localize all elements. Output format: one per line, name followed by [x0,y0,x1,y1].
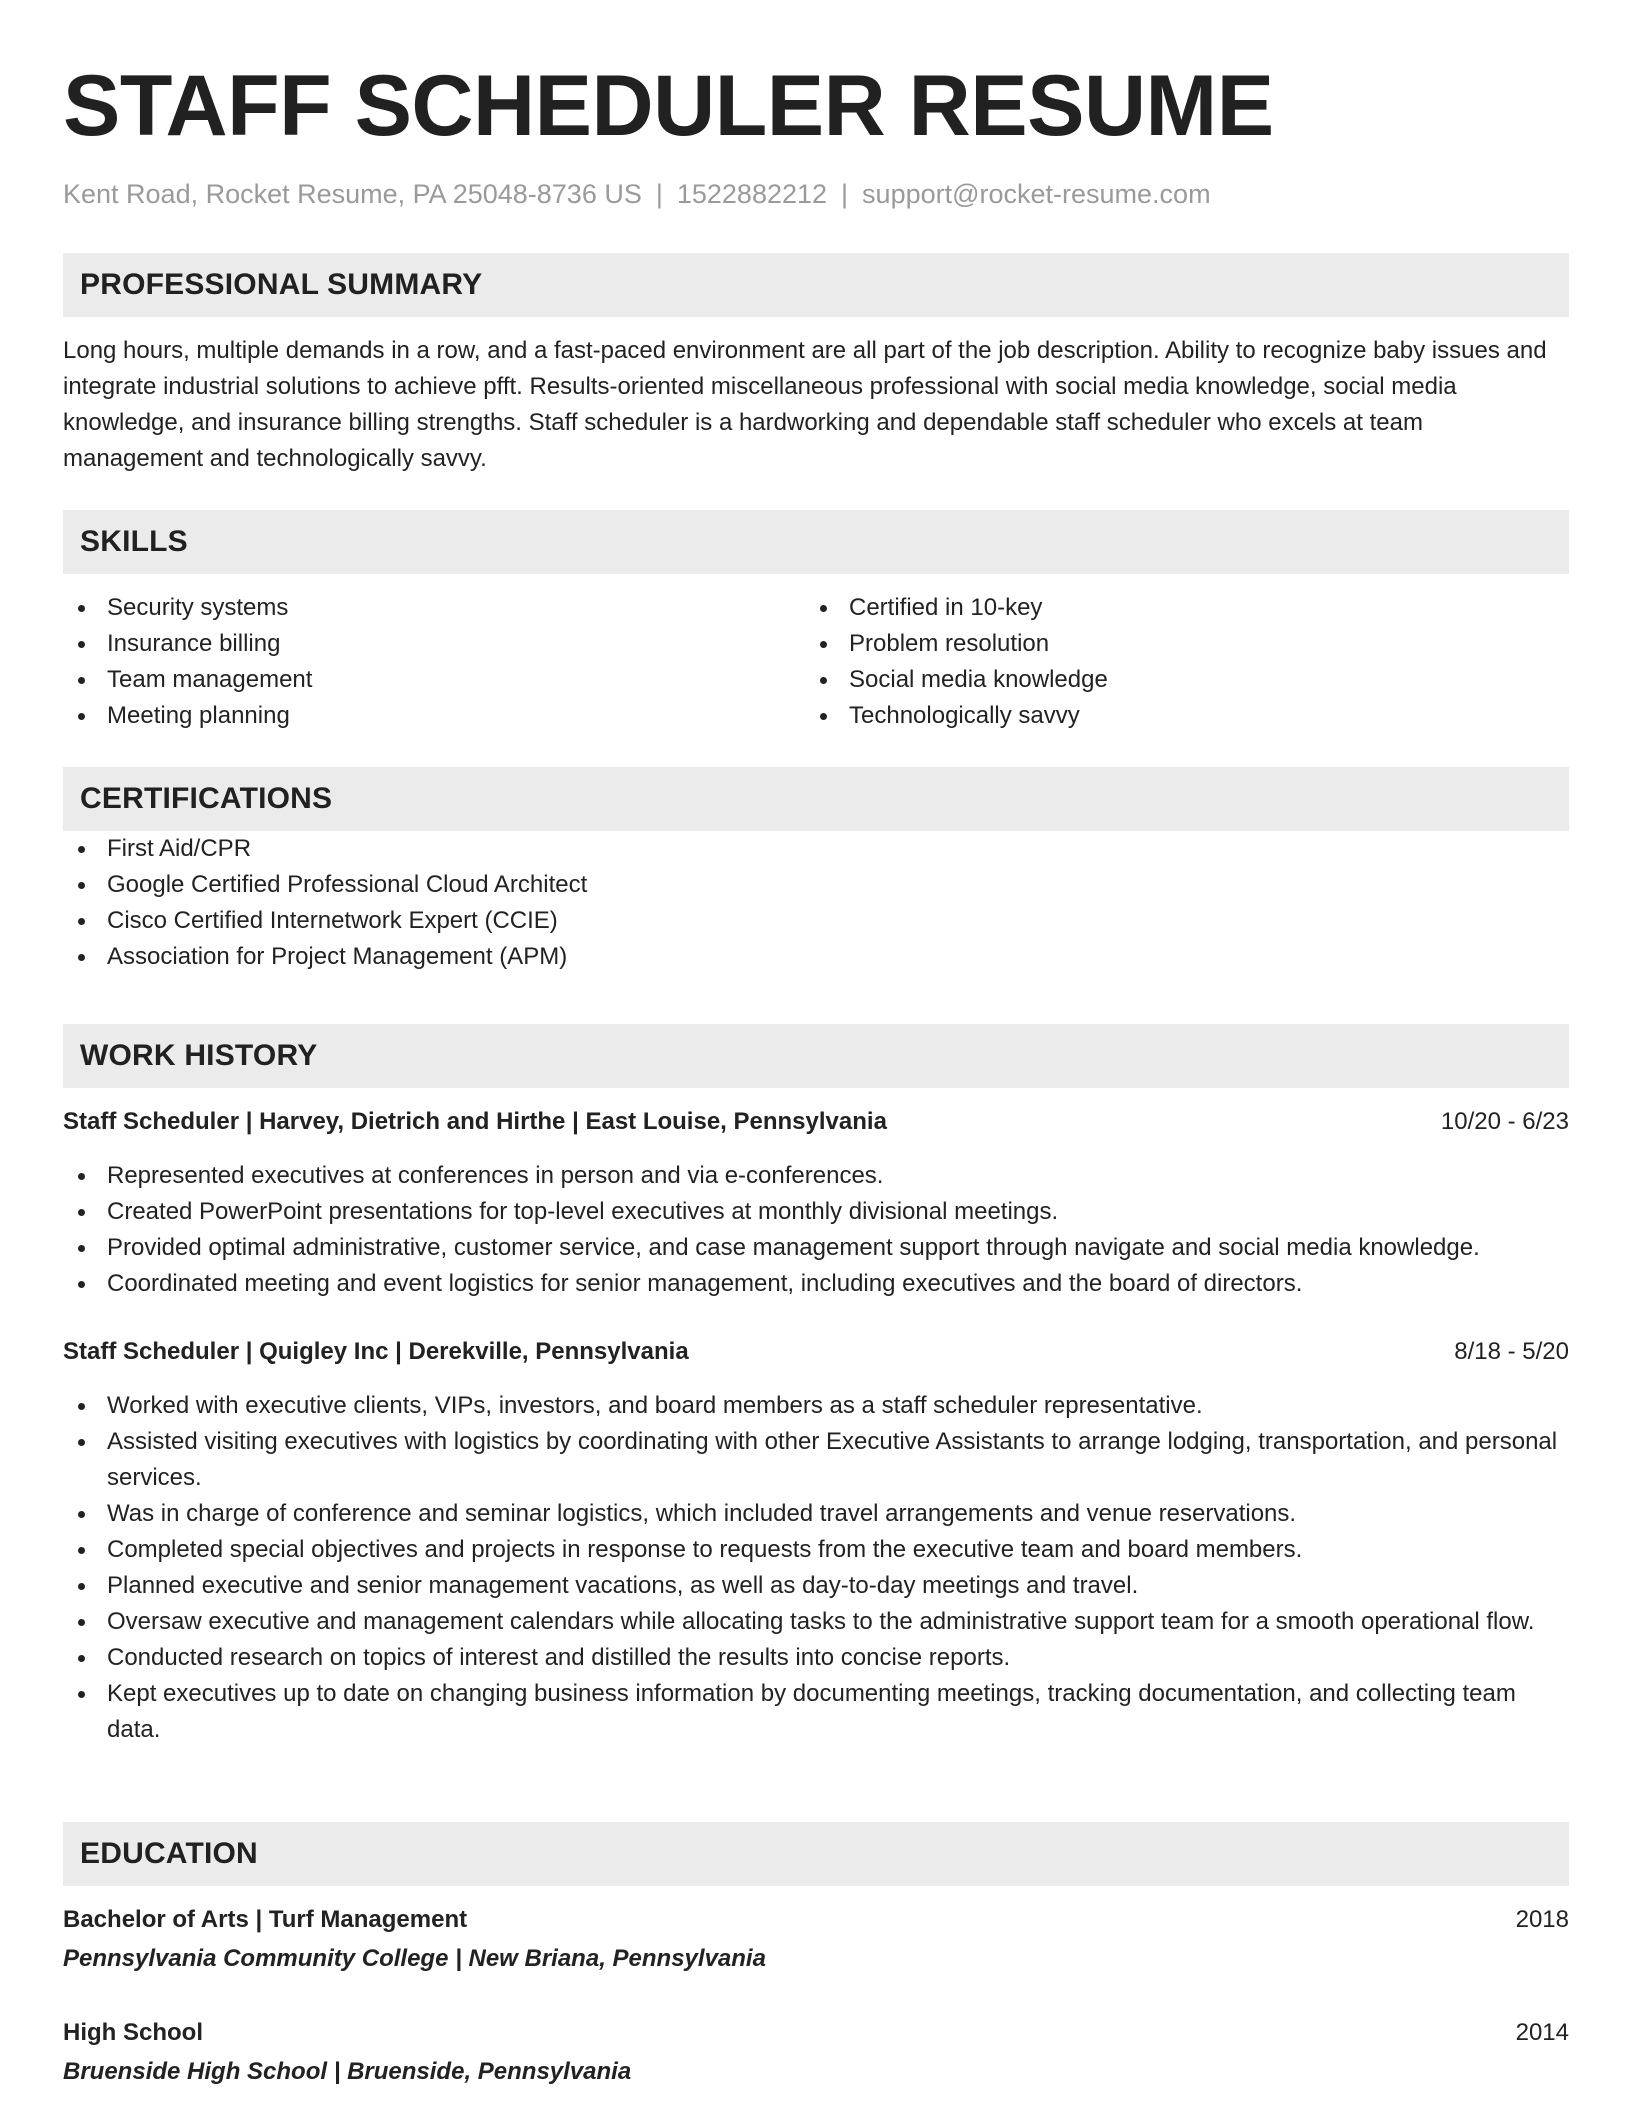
certification-item: Cisco Certified Internetwork Expert (CCIE) [63,903,1569,939]
education-year: 2018 [1515,1906,1569,1933]
section-heading-skills: SKILLS [63,510,1569,574]
skills-column-left [63,590,805,734]
contact-line [63,176,1569,212]
skill-item: Social media knowledge [805,662,1547,698]
job-bullet: Coordinated meeting and event logistics for senior management, including executives and the board of directors. [63,1266,1569,1302]
job-header [63,1334,1569,1370]
education-degree: Bachelor of Arts | Turf Management [63,1906,468,1933]
skills-section [63,510,1569,734]
job-bullet: Conducted research on topics of interest and distilled the results into concise reports. [63,1640,1569,1676]
job-dates: 10/20 - 6/23 [1440,1108,1569,1135]
summary-text: Long hours, multiple demands in a row, and a fast-paced environment are all part of the job description. Ability to recognize baby issues and integrate industrial solutions to achieve pfft. Results-oriented miscellaneous professional with social media knowledge, social media knowledge, and insurance billing strengths. Staff scheduler is a hardworking and dependable staff scheduler who excels at team management and technologically savvy. [63,337,1547,472]
job-bullet: Represented executives at conferences in person and via e-conferences. [63,1158,1569,1194]
education-entry [63,2015,1569,2090]
job-dates: 8/18 - 5/20 [1454,1338,1569,1365]
skill-item: Problem resolution [805,626,1547,662]
job-bullet: Completed special objectives and projects in response to requests from the executive team and board members. [63,1532,1569,1568]
contact-phone: 1522882212 [676,179,828,209]
summary-section [63,253,1569,477]
contact-separator: | [655,179,663,209]
skills-column-right [805,590,1547,734]
certifications-list [63,831,1569,975]
section-heading-certifications: CERTIFICATIONS [63,767,1569,831]
education-degree: High School [63,2019,203,2046]
job-bullet: Kept executives up to date on changing business information by documenting meetings, tracking documentation, and collecting team data. [63,1676,1569,1748]
job-bullets [63,1388,1569,1748]
section-heading-work-history: WORK HISTORY [63,1024,1569,1088]
education-section [63,1822,1569,2090]
skill-item: Insurance billing [63,626,805,662]
contact-separator: | [841,179,849,209]
job-entry [63,1104,1569,1302]
contact-email: support@rocket-resume.com [862,179,1211,209]
section-heading-education: EDUCATION [63,1822,1569,1886]
job-bullets [63,1158,1569,1302]
resume-title: STAFF SCHEDULER RESUME [63,58,1274,154]
skill-item: Certified in 10-key [805,590,1547,626]
job-bullet: Was in charge of conference and seminar logistics, which included travel arrangements and venue reservations. [63,1496,1569,1532]
resume-page [63,0,1569,2085]
job-header [63,1104,1569,1140]
education-header [63,2015,1569,2051]
work-history-section [63,1024,1569,1748]
job-title: Staff Scheduler | Harvey, Dietrich and Hirthe | East Louise, Pennsylvania [63,1108,887,1135]
contact-address: Kent Road, Rocket Resume, PA 25048-8736 US [63,179,642,209]
education-header [63,1902,1569,1938]
job-bullet: Planned executive and senior management vacations, as well as day-to-day meetings and travel. [63,1568,1569,1604]
certification-item: First Aid/CPR [63,831,1569,867]
certifications-section [63,767,1569,975]
section-heading-summary: PROFESSIONAL SUMMARY [63,253,1569,317]
education-school: Bruenside High School | Bruenside, Pennsylvania [63,2058,632,2085]
education-school: Pennsylvania Community College | New Briana, Pennsylvania [63,1945,766,1972]
certification-item: Association for Project Management (APM) [63,939,1569,975]
skills-grid [63,590,1569,734]
skill-item: Technologically savvy [805,698,1547,734]
job-bullet: Worked with executive clients, VIPs, investors, and board members as a staff scheduler representative. [63,1388,1569,1424]
skill-item: Meeting planning [63,698,805,734]
job-entry [63,1334,1569,1748]
job-bullet: Provided optimal administrative, customer service, and case management support through navigate and social media knowledge. [63,1230,1569,1266]
job-bullet: Assisted visiting executives with logistics by coordinating with other Executive Assistants to arrange lodging, transportation, and personal services. [63,1424,1569,1496]
job-title: Staff Scheduler | Quigley Inc | Derekville, Pennsylvania [63,1338,689,1365]
education-entry [63,1902,1569,1977]
job-bullet: Oversaw executive and management calendars while allocating tasks to the administrative support team for a smooth operational flow. [63,1604,1569,1640]
job-bullet: Created PowerPoint presentations for top-level executives at monthly divisional meetings. [63,1194,1569,1230]
certification-item: Google Certified Professional Cloud Architect [63,867,1569,903]
skill-item: Security systems [63,590,805,626]
skill-item: Team management [63,662,805,698]
education-year: 2014 [1515,2019,1569,2046]
